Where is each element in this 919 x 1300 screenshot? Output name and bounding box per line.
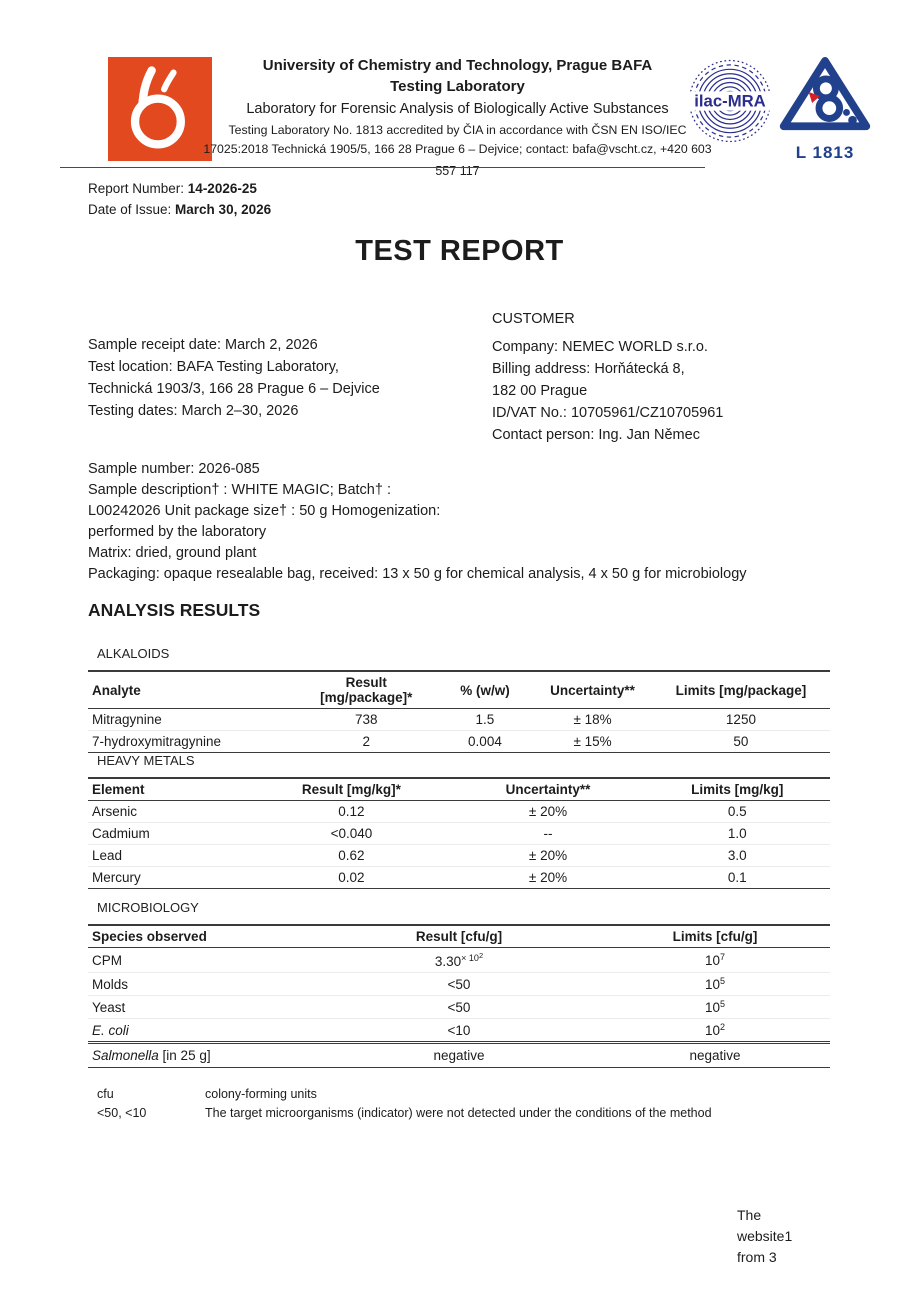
org-dept: Testing Laboratory xyxy=(390,78,525,95)
lab-name: Laboratory for Forensic Analysis of Biologically Active Substances xyxy=(246,101,669,117)
table-row xyxy=(88,1044,830,1068)
microbiology-label: MICROBIOLOGY xyxy=(97,900,199,915)
species-name: Salmonella [in 25 g] xyxy=(92,1048,211,1063)
table-row xyxy=(88,709,830,731)
analyte-name: Mitragynine xyxy=(92,712,162,727)
result-value: 738 xyxy=(354,712,378,727)
org-name: University of Chemistry and Technology, Prague BAFA xyxy=(262,57,653,74)
species-name: E. coli xyxy=(88,1019,318,1042)
limit-value: 50 xyxy=(652,731,830,753)
table-row xyxy=(88,996,830,1019)
footnote-definition: The target microorganisms (indicator) were not detected under the conditions of the method xyxy=(205,1106,712,1120)
column-header: Uncertainty** xyxy=(452,778,645,801)
sample-packaging: Packaging: opaque resealable bag, received: 13 x 50 g for chemical analysis, 4 x 50 g for microbiology xyxy=(88,566,747,582)
column-header: % (w/w) xyxy=(437,671,533,709)
customer-company: Company: NEMEC WORLD s.r.o. xyxy=(492,339,708,355)
limit-value: 3.0 xyxy=(644,845,830,867)
column-header: Species observed xyxy=(88,925,318,948)
cia-accreditation-mark xyxy=(764,54,886,163)
footnote-cfu xyxy=(97,1085,712,1104)
alkaloids-table xyxy=(88,670,830,753)
salmonella-table xyxy=(88,1043,830,1068)
table-row xyxy=(88,1019,830,1042)
accreditation-number: L 1813 xyxy=(795,143,855,162)
limit-value: $10^5$ xyxy=(600,996,830,1019)
report-number-value: 14-2026-25 xyxy=(187,181,257,196)
element-name: Lead xyxy=(88,845,251,867)
footnote-detection xyxy=(97,1104,712,1123)
report-meta xyxy=(88,178,271,220)
limit-value: 0.5 xyxy=(727,804,747,819)
cia-triangle-logo-icon xyxy=(770,54,880,140)
customer-billing-address-1: Billing address: Horňátecká 8, xyxy=(492,361,685,377)
uncertainty-value: ± 20% xyxy=(452,845,645,867)
limit-value: 0.1 xyxy=(644,867,830,889)
footer-line: The xyxy=(737,1207,762,1223)
footnote-definition: colony-forming units xyxy=(205,1087,317,1101)
sample-test-info xyxy=(88,334,380,422)
table-row xyxy=(88,801,830,823)
result-value: 0.02 xyxy=(251,867,451,889)
element-name: Arsenic xyxy=(92,804,138,819)
species-name: Molds xyxy=(88,973,318,996)
uncertainty-value: ± 20% xyxy=(452,867,645,889)
footnote-term: cfu xyxy=(97,1087,114,1101)
result-value: <0.040 xyxy=(251,823,451,845)
table-row xyxy=(88,731,830,753)
heavy-metals-table xyxy=(88,777,830,889)
result-value: negative xyxy=(433,1048,485,1063)
page-footer xyxy=(737,1205,792,1268)
element-name: Cadmium xyxy=(88,823,251,845)
accreditation-line-2: 17025:2018 Technická 1905/5, 166 28 Prague 6 – Dejvice; contact: bafa@vscht.cz, +420 603 xyxy=(203,142,712,156)
column-header: Result [cfu/g] xyxy=(318,925,600,948)
header-divider xyxy=(60,167,705,168)
footnotes xyxy=(97,1085,712,1123)
limit-value: negative xyxy=(689,1048,741,1063)
uncertainty-value: -- xyxy=(452,823,645,845)
heavy-metals-label: HEAVY METALS xyxy=(97,753,195,768)
date-of-issue-value: March 30, 2026 xyxy=(175,202,272,217)
analyte-name: 7-hydroxymitragynine xyxy=(88,731,296,753)
customer-info xyxy=(492,336,723,446)
result-value: 0.12 xyxy=(338,804,365,819)
table-header-row xyxy=(88,925,830,948)
alkaloids-label: ALKALOIDS xyxy=(97,646,170,661)
customer-billing-address-2: 182 00 Prague xyxy=(492,383,588,399)
sample-matrix: Matrix: dried, ground plant xyxy=(88,545,257,561)
uncertainty-value: ± 15% xyxy=(533,731,652,753)
uncertainty-value: ± 18% xyxy=(573,712,612,727)
column-header: Analyte xyxy=(88,671,296,709)
table-row xyxy=(88,867,830,889)
report-number-line xyxy=(88,178,271,199)
footer-line: website1 xyxy=(737,1228,793,1244)
ilac-mra-logo-icon xyxy=(686,57,774,145)
result-value: <50 xyxy=(318,996,600,1019)
limit-value: $10^5$ xyxy=(600,973,830,996)
test-location-line-1: Test location: BAFA Testing Laboratory, xyxy=(88,359,339,375)
customer-heading: CUSTOMER xyxy=(492,311,575,327)
percent-ww-value: 0.004 xyxy=(437,731,533,753)
microbiology-table xyxy=(88,924,830,1042)
table-row xyxy=(88,823,830,845)
date-of-issue-line xyxy=(88,199,271,220)
result-value: <10 xyxy=(318,1019,600,1042)
column-header: Limits [cfu/g] xyxy=(600,925,830,948)
sample-description-block xyxy=(88,459,747,585)
report-number-label: Report Number: xyxy=(88,181,188,196)
letterhead xyxy=(185,55,730,179)
result-value: $3.30^{\times 102}$ xyxy=(434,951,484,969)
table-row xyxy=(88,948,830,973)
table-row xyxy=(88,845,830,867)
percent-ww-value: 1.5 xyxy=(475,712,495,727)
testing-dates: Testing dates: March 2–30, 2026 xyxy=(88,403,299,419)
column-header: Result [mg/kg]* xyxy=(251,778,451,801)
element-name: Mercury xyxy=(88,867,251,889)
sample-description-line-3: performed by the laboratory xyxy=(88,524,267,540)
limit-value: $10^2$ xyxy=(600,1019,830,1042)
sample-description-line-2: L00242026 Unit package size† : 50 g Homogenization: xyxy=(88,503,441,519)
sample-receipt-date: Sample receipt date: March 2, 2026 xyxy=(88,337,318,353)
column-header: Result [mg/package]* xyxy=(296,671,437,709)
result-value: 2 xyxy=(296,731,437,753)
table-row xyxy=(88,973,830,996)
table-header-row xyxy=(88,778,830,801)
sample-description-line-1: Sample description† : WHITE MAGIC; Batch† : xyxy=(88,482,391,498)
sample-number: Sample number: 2026-085 xyxy=(88,461,260,477)
analysis-results-heading: ANALYSIS RESULTS xyxy=(88,600,261,620)
result-value: <50 xyxy=(318,973,600,996)
accreditation-line-1: Testing Laboratory No. 1813 accredited by ČIA in accordance with ČSN EN ISO/IEC xyxy=(228,123,687,137)
column-header: Element xyxy=(88,778,251,801)
limit-value: 1250 xyxy=(725,712,756,727)
result-value: 0.62 xyxy=(251,845,451,867)
footnote-term: <50, <10 xyxy=(97,1106,147,1120)
contact-phone-tail: 557 117 xyxy=(435,164,480,178)
species-name: CPM xyxy=(92,952,122,968)
customer-contact-person: Contact person: Ing. Jan Němec xyxy=(492,427,700,443)
footer-line: from 3 xyxy=(737,1249,777,1265)
uncertainty-value: ± 20% xyxy=(528,804,568,819)
page-title: TEST REPORT xyxy=(355,235,564,267)
table-header-row xyxy=(88,671,830,709)
limit-value: $10^7$ xyxy=(704,952,725,968)
customer-id-vat: ID/VAT No.: 10705961/CZ10705961 xyxy=(492,405,724,421)
date-of-issue-label: Date of Issue: xyxy=(88,202,176,217)
test-location-line-2: Technická 1903/3, 166 28 Prague 6 – Dejvice xyxy=(88,381,380,397)
ilac-mra-label: ilac-MRA xyxy=(694,91,766,111)
column-header: Limits [mg/package] xyxy=(652,671,830,709)
limit-value: 1.0 xyxy=(644,823,830,845)
column-header: Uncertainty** xyxy=(533,671,652,709)
species-name: Yeast xyxy=(88,996,318,1019)
column-header: Limits [mg/kg] xyxy=(644,778,830,801)
